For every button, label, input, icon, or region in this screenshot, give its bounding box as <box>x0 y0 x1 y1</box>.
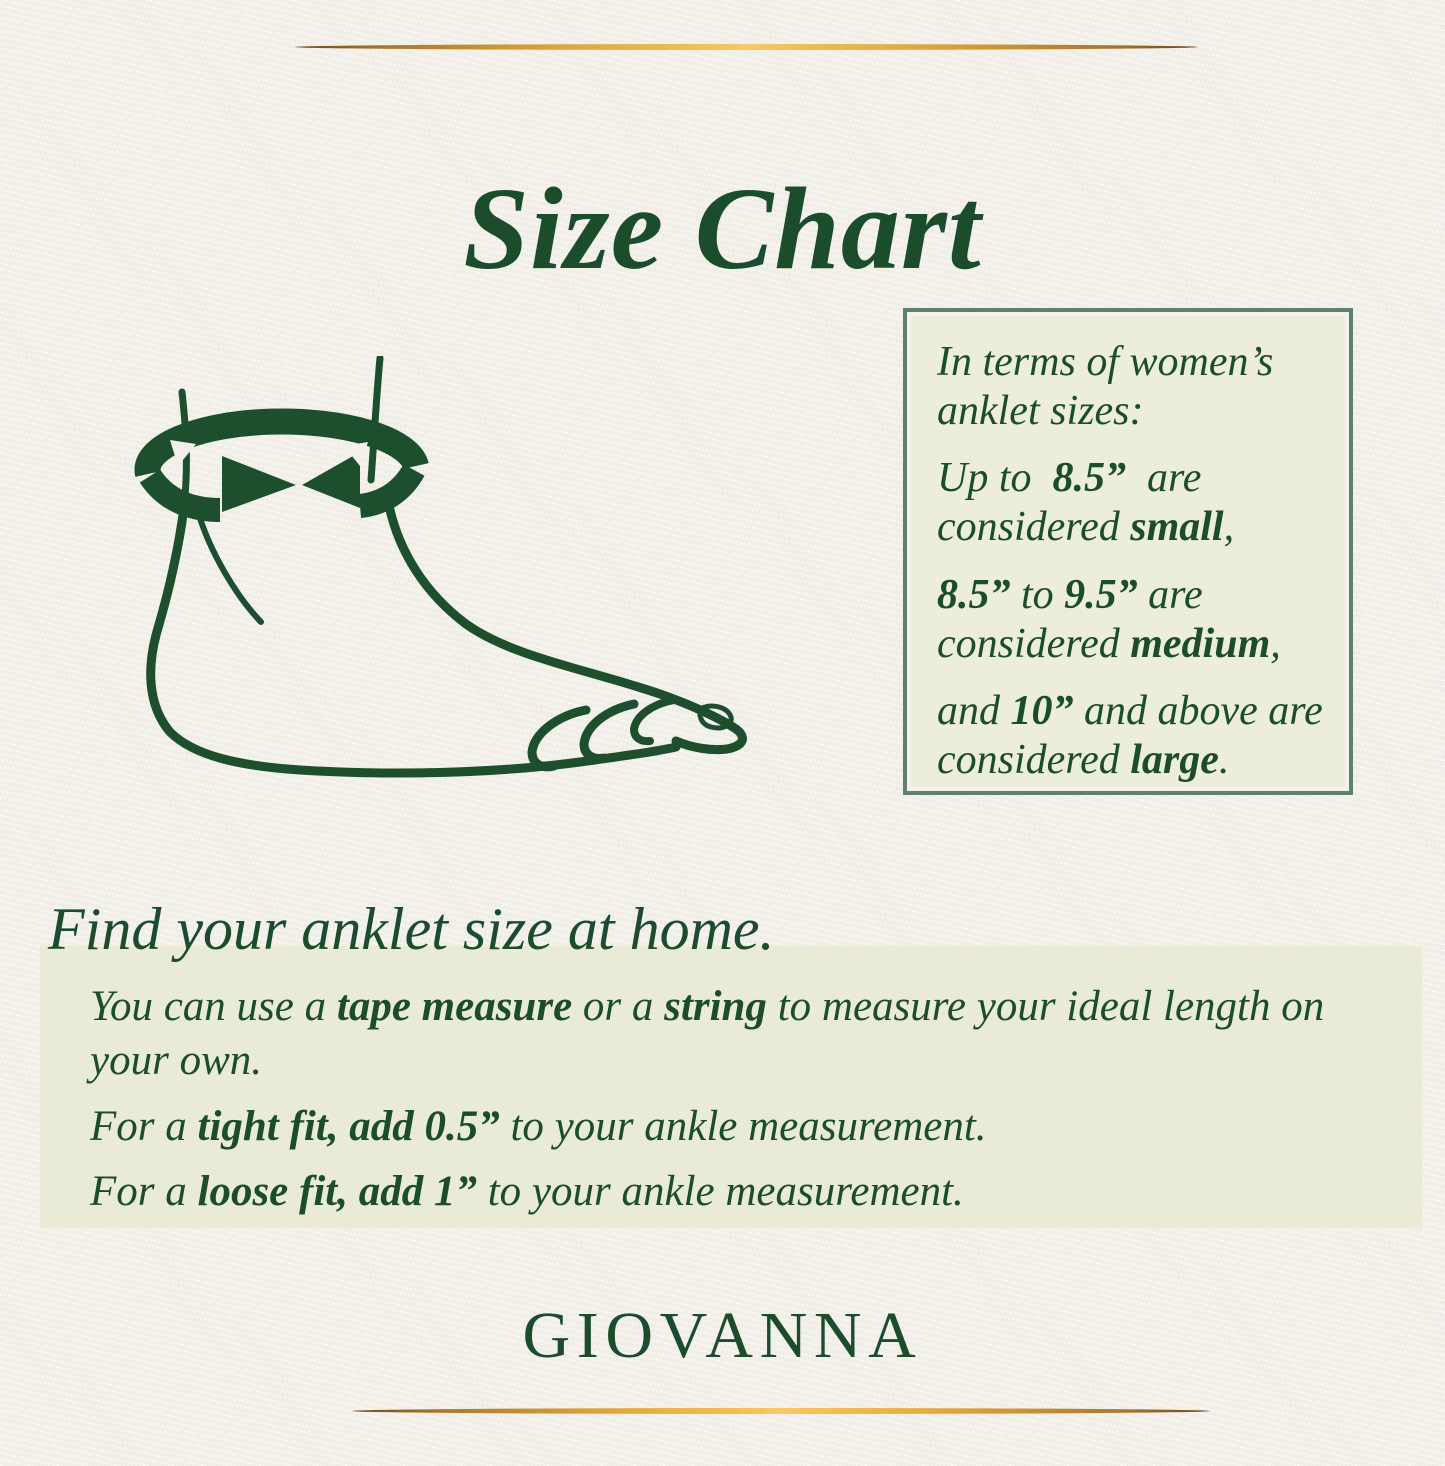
size-rule-small: Up to 8.5” are considered small, <box>937 455 1235 551</box>
size-box-intro: In terms of women’s anklet sizes: <box>937 339 1284 435</box>
size-rule-large: and 10” and above are considered large. <box>937 687 1334 783</box>
find-size-heading: Find your anklet size at home. <box>48 896 775 962</box>
brand-logo: GIOVANNA <box>522 1299 923 1372</box>
bottom-gold-divider <box>352 1408 1210 1414</box>
measuring-instructions <box>40 946 1422 1228</box>
instruction-tight-fit: For a tight fit, add 0.5” to your ankle measurement. <box>90 1102 987 1150</box>
foot-illustration <box>118 356 788 826</box>
instruction-tape-measure: You can use a tape measure or a string to measure your ideal length on your own. <box>90 983 1336 1084</box>
size-info-box <box>903 308 1353 795</box>
instruction-loose-fit: For a loose fit, add 1” to your ankle measurement. <box>90 1168 964 1216</box>
top-gold-divider <box>295 44 1198 50</box>
foot-ankle-measure-illustration <box>118 356 788 826</box>
size-rule-medium: 8.5” to 9.5” are considered medium, <box>937 571 1281 667</box>
page-title: Size Chart <box>463 163 982 295</box>
